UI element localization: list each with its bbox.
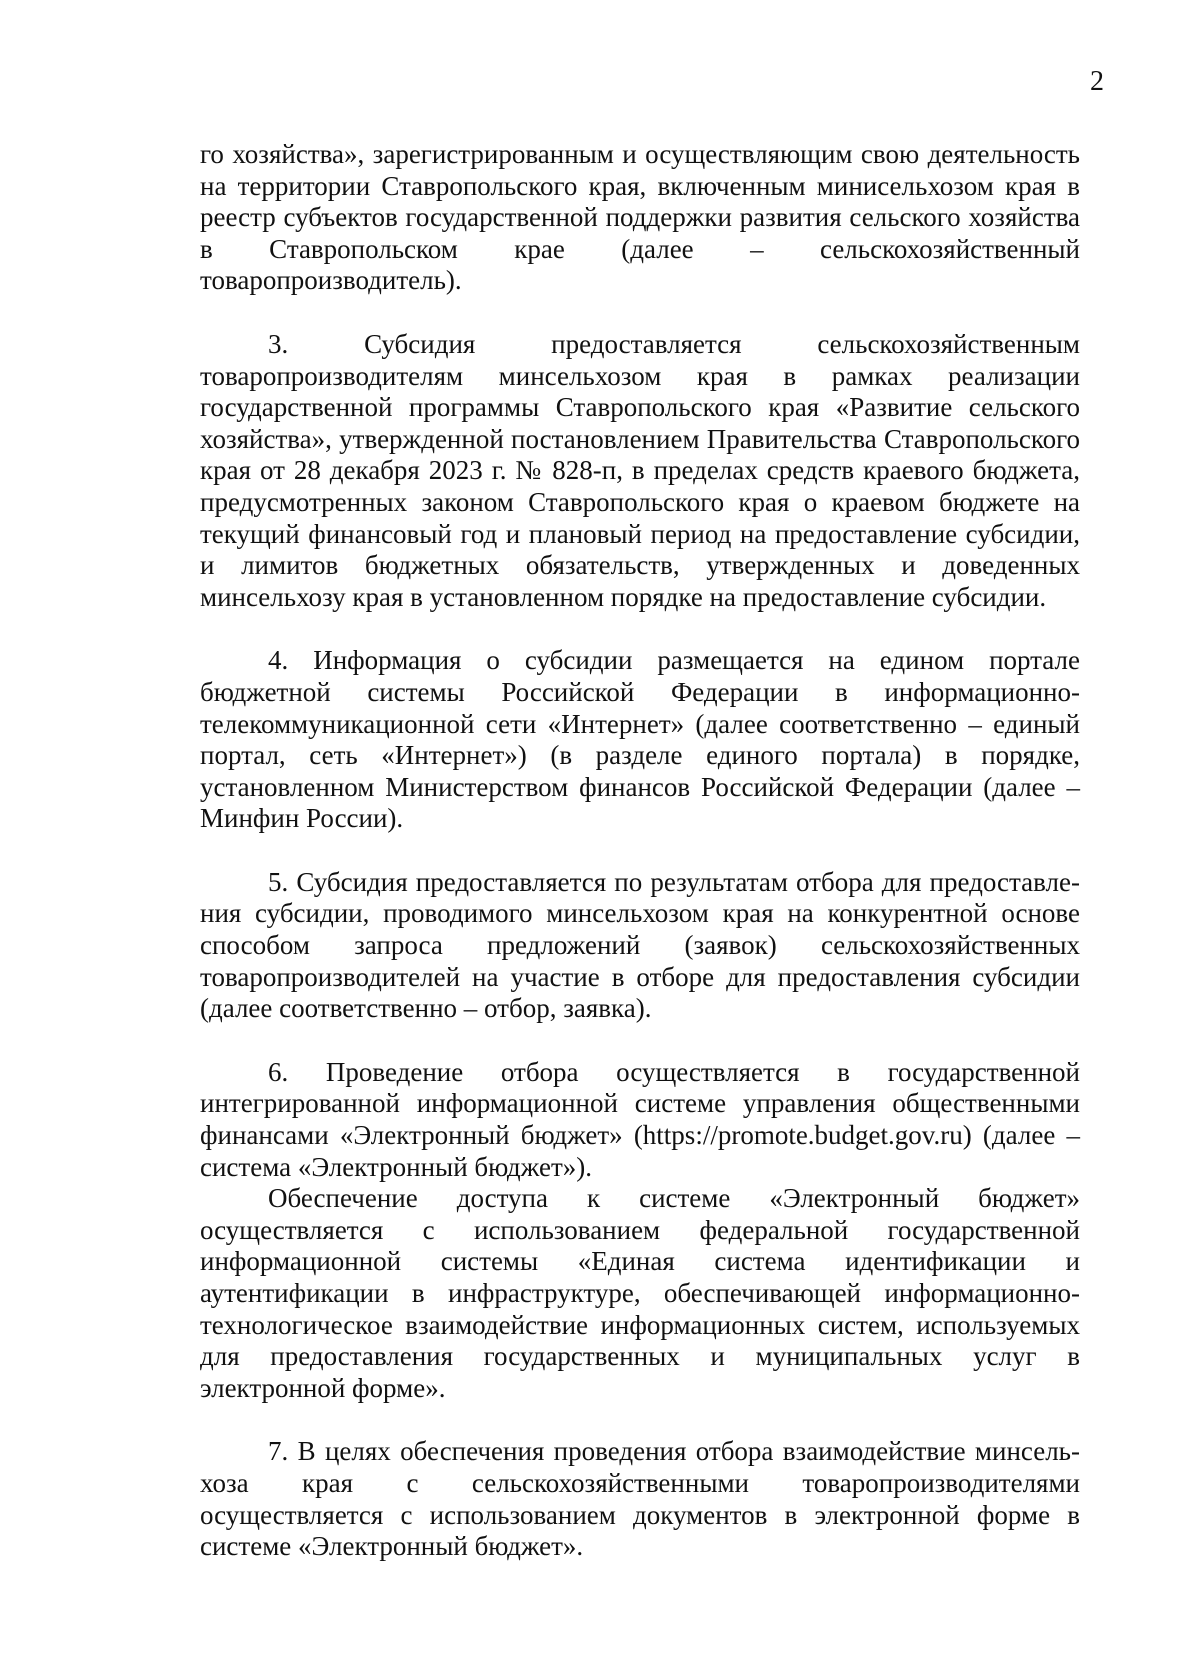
paragraph-4: 4. Информация о субсидии размещается на едином портале бюджетной системы Российской Федерации в информационно-телекоммуникационной сети «Интернет» (далее соответственно – единый портал, сеть «Интернет») (в разделе единого портала) в порядке, установленном Министерством финансов Российской Федерации (далее – Минфин России). [200,645,1080,834]
paragraph-6-access: Обеспечение доступа к системе «Электронный бюджет» осуществляется с использованием федеральной государственной информационной системы «Единая система идентификации и аутентификации в инфраструктуре, обеспечивающей информационно-технологическое взаимодействие информационных систем, используемых для предоставления государственных и муниципальных услуг в электронной форме». [200,1183,1080,1403]
paragraph-7: 7. В целях обеспечения проведения отбора взаимодействие минсельхоза края с сельскохозяйственными товаропроизводителями осуществляется с использованием документов в электронной форме в системе «Электронный бюджет». [200,1436,1080,1562]
paragraph-continuation: го хозяйства», зарегистрированным и осуществляющим свою деятельность на территории Ставропольского края, включенным минисельхозом края в реестр субъектов государственной поддержки развития сельского хозяйства в Ставропольском крае (далее – сельскохозяйственный товаропроизводитель). [200,139,1080,296]
paragraph-3: 3. Субсидия предоставляется сельскохозяйственным товаропроизводителям минсельхозом края в рамках реализации государственной программы Ставропольского края «Развитие сельского хозяйства», утвержденной постановлением Правительства Ставропольского края от 28 декабря 2023 г. № 828-п, в пределах средств краевого бюджета, предусмотренных законом Ставропольского края о краевом бюджете на текущий финансовый год и плановый период на предоставление субсидии, и лимитов бюджетных обязательств, утвержденных и доведенных минсельхозу края в установленном порядке на предоставление субсидии. [200,328,1080,612]
paragraph-5: 5. Субсидия предоставляется по результатам отбора для предоставления субсидии, проводимого минсельхозом края на конкурентной основе способом запроса предложений (заявок) сельскохозяйственных товаропроизводителей на участие в отборе для предоставления субсидии (далее соответственно – отбор, заявка). [200,866,1080,1024]
paragraph-6: 6. Проведение отбора осуществляется в государственной интегрированной информационной системе управления общественными финансами «Электронный бюджет» (https://promote.budget.gov.ru) (далее – система «Электронный бюджет»). [200,1056,1080,1182]
page-number: 2 [1090,66,1104,97]
document-body [200,139,1080,1563]
